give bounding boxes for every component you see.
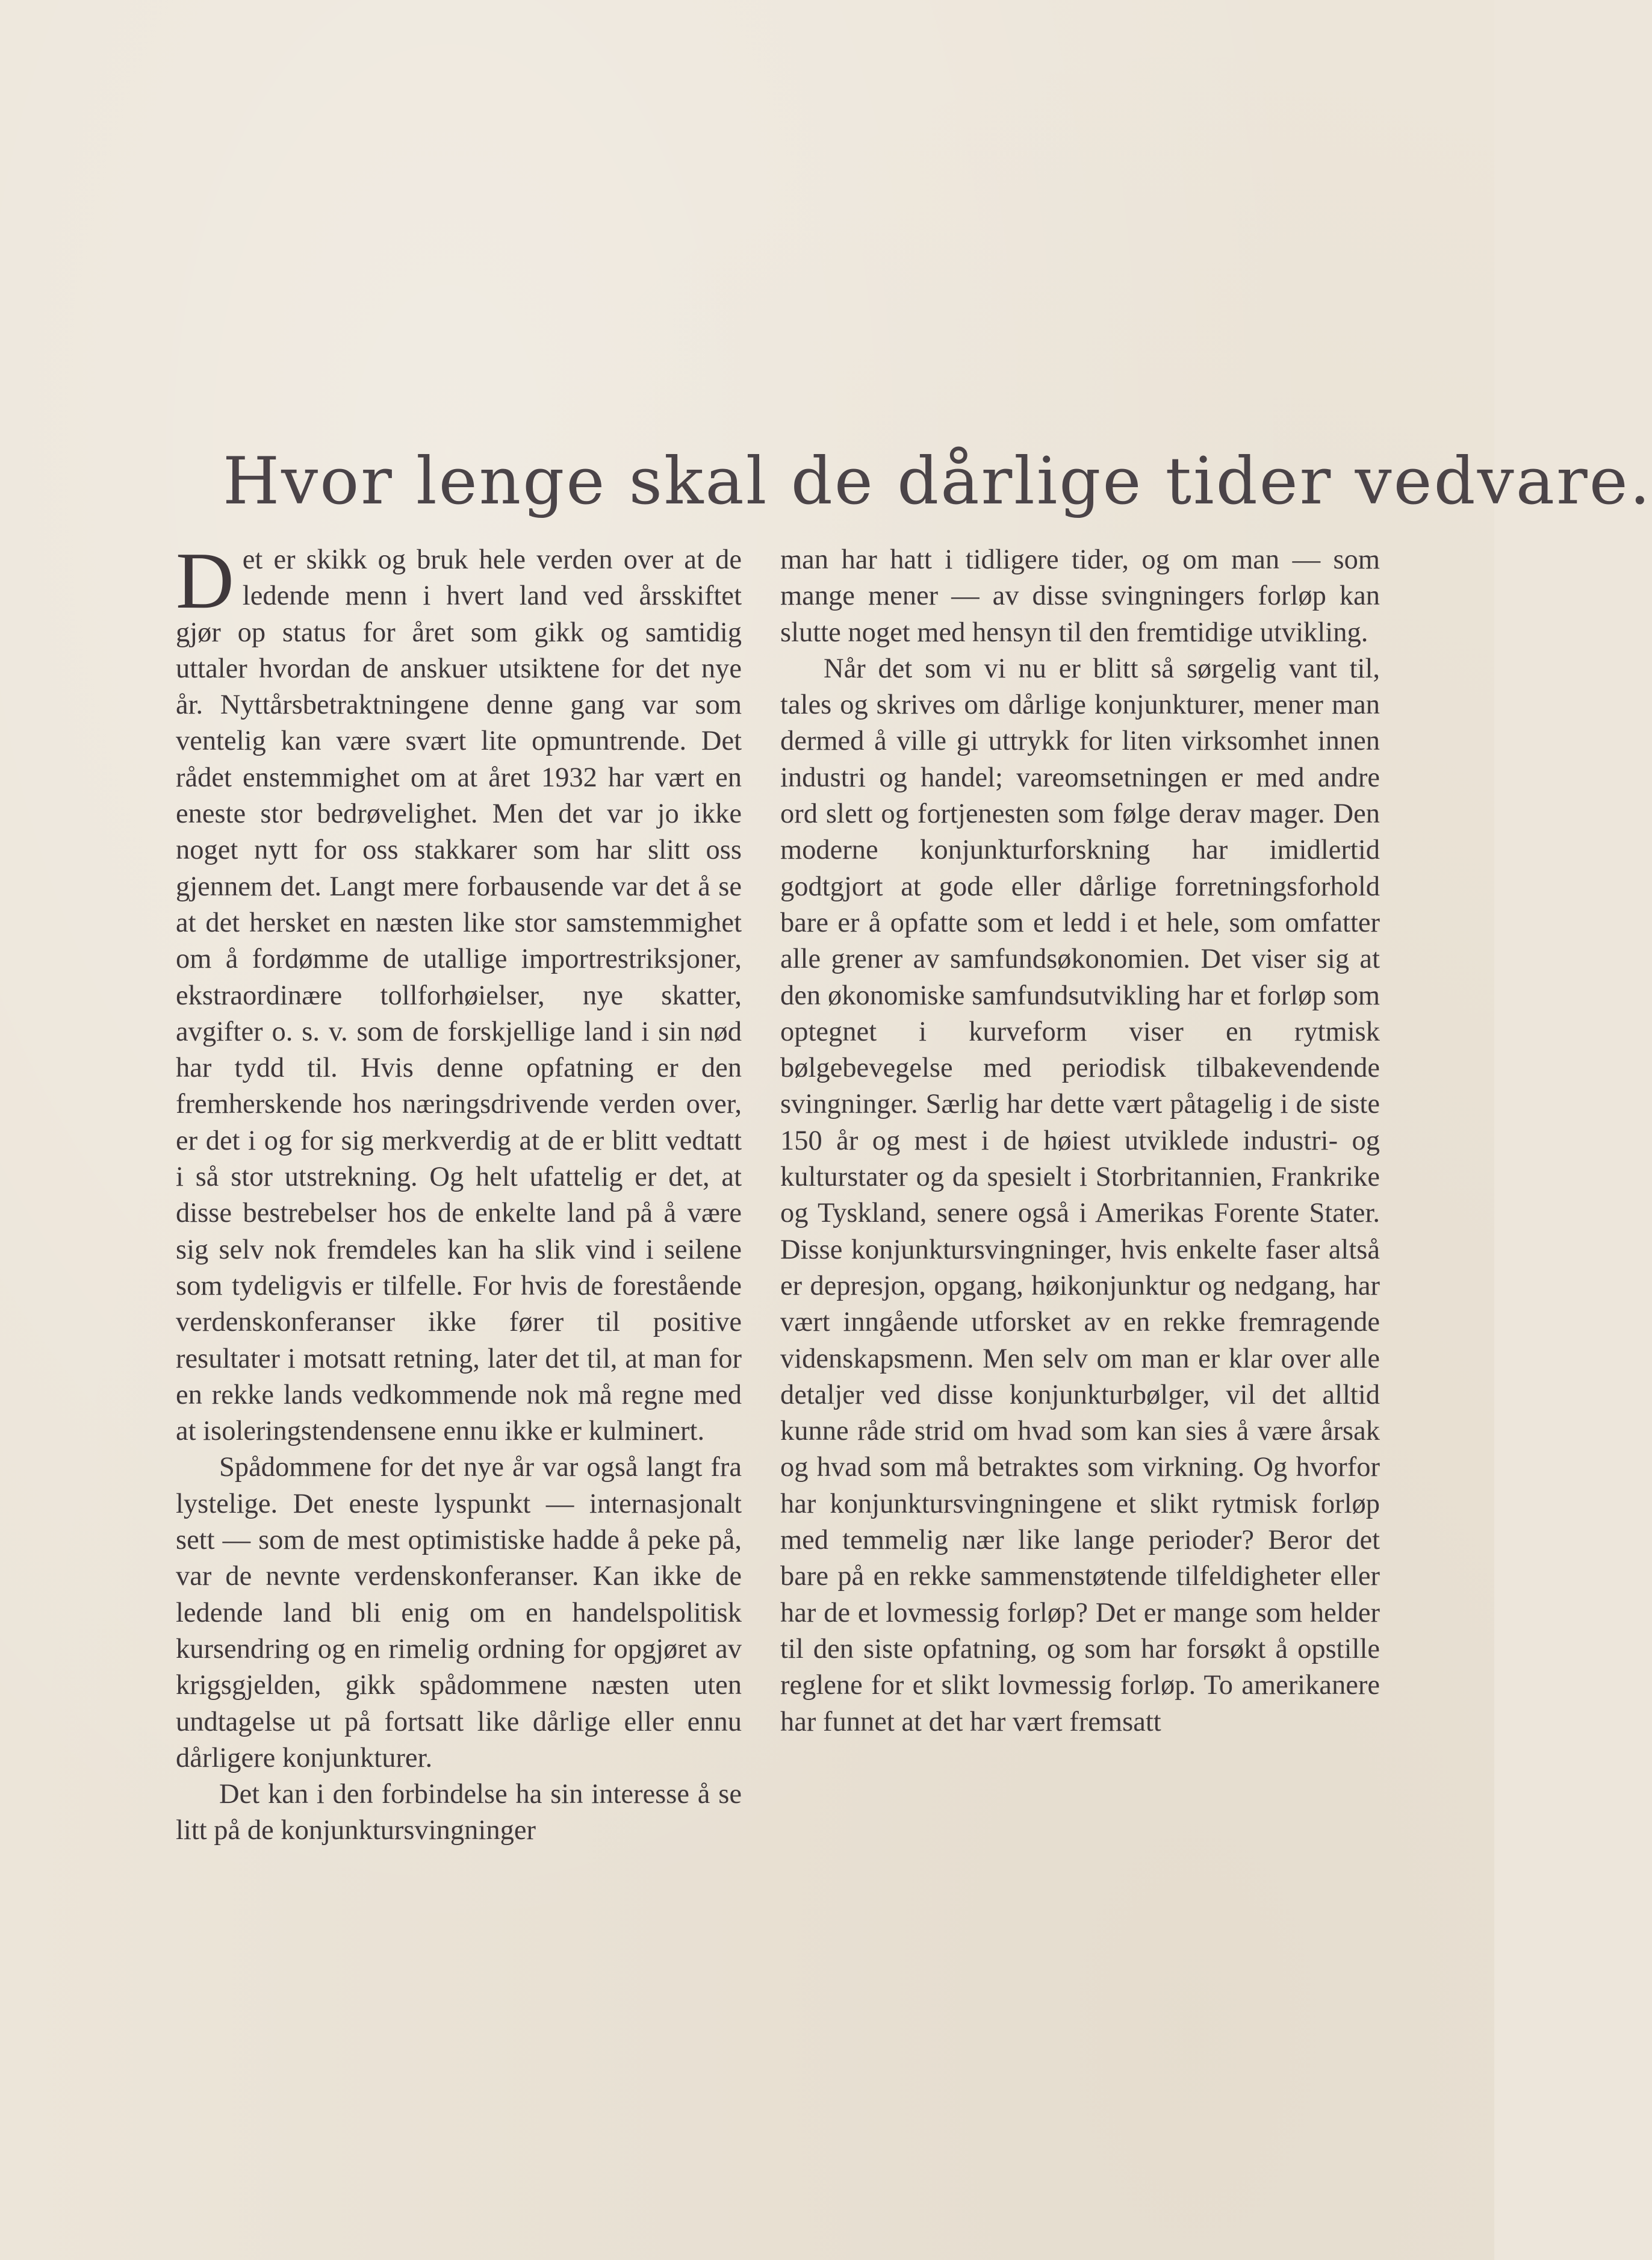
paragraph: Spådommene for det nye år var også langt fra lystelige. Det eneste lyspunkt — internasjonalt sett — som de mest optimistiske hadde å peke på, var de nevnte verdenskonferanser. Kan ikke de ledende land bli enig om en handelspolitisk kursendring og en rimelig ordning for opgjøret av krigsgjelden, gikk spådommene næsten uten undtagelse ut på fortsatt like dårlige eller ennu dårligere konjunkturer. xyxy=(176,1452,742,1773)
paragraph: Det kan i den forbindelse ha sin interesse å se litt på de konjunktursvingninger xyxy=(176,1779,742,1846)
left-column xyxy=(176,536,742,1849)
paragraph: man har hatt i tidligere tider, og om man — som mange mener — av disse svingningers forløp kan slutte noget med hensyn til den fremtidige utvikling. xyxy=(780,544,1380,648)
article-title: Hvor lenge skal de dårlige tider vedvare. xyxy=(223,444,1652,519)
paragraph: Når det som vi nu er blitt så sørgelig vant til, tales og skrives om dårlige konjunkturer, mener man dermed å ville gi uttrykk for liten virksomhet innen industri og handel; vareomsetningen er med andre ord slett og fortjenesten som følge derav mager. Den moderne konjunkturforskning har imidlertid godtgjort at gode eller dårlige forretningsforhold bare er å opfatte som et ledd i et hele, som omfatter alle grener av samfundsøkonomien. Det viser sig at den økonomiske samfundsutvikling har et forløp som optegnet i kurveform viser en rytmisk bølgebevegelse med periodisk tilbakevendende svingninger. Særlig har dette vært påtagelig i de siste 150 år og mest i de høiest utviklede industri- og kulturstater og da spesielt i Storbritannien, Frankrike og Tyskland, senere også i Amerikas Forente Stater. Disse konjunktursvingninger, hvis enkelte faser altså er depresjon, opgang, høikonjunktur og nedgang, har vært inngående utforsket av en rekke fremragende videnskapsmenn. Men selv om man er klar over alle detaljer ved disse konjunkturbølger, vil det alltid kunne råde strid om hvad som kan sies å være årsak og hvad som må betraktes som virkning. Og hvorfor har konjunktursvingningene et slikt rytmisk forløp med temmelig nær like lange perioder? Beror det bare på en rekke sammenstøtende tilfeldigheter eller har de et lovmessig forløp? Det er mange som helder til den siste opfatning, og som har forsøkt å opstille reglene for et slikt lovmessig forløp. To amerikanere har funnet at det har vært fremsatt xyxy=(780,653,1380,1737)
paragraph-text: et er skikk og bruk hele verden over at de ledende menn i hvert land ved årsskiftet gjør op status for året som gikk og samtidig uttaler hvordan de anskuer utsiktene for det nye år. Nyttårsbetraktningene denne gang var som ventelig kan være svært lite opmuntrende. Det rådet enstemmighet om at året 1932 har vært en eneste stor bedrøvelighet. Men det var jo ikke noget nytt for oss stakkarer som har slitt oss gjennem det. Langt mere forbausende var det å se at det hersket en næsten like stor samstemmighet om å fordømme de utallige importrestriksjoner, ekstraordinære tollforhøielser, nye skatter, avgifter o. s. v. som de forskjellige land i sin nød har tydd til. Hvis denne opfatning er den fremherskende hos næringsdrivende verden over, er det i og for sig merkverdig at de er blitt vedtatt i så stor utstrekning. Og helt ufattelig er det, at disse bestrebelser hos de enkelte land på å være sig selv nok fremdeles kan ha slik vind i seilene som tydeligvis er tilfelle. For hvis de forestående verdenskonferanser ikke fører til positive resultater i motsatt retning, later det til, at man for en rekke lands vedkommende nok må regne med at isoleringstendensene ennu ikke er kulminert. xyxy=(176,544,742,1447)
paragraph xyxy=(176,536,742,1449)
right-column xyxy=(780,542,1380,1740)
drop-cap: D xyxy=(176,536,234,625)
